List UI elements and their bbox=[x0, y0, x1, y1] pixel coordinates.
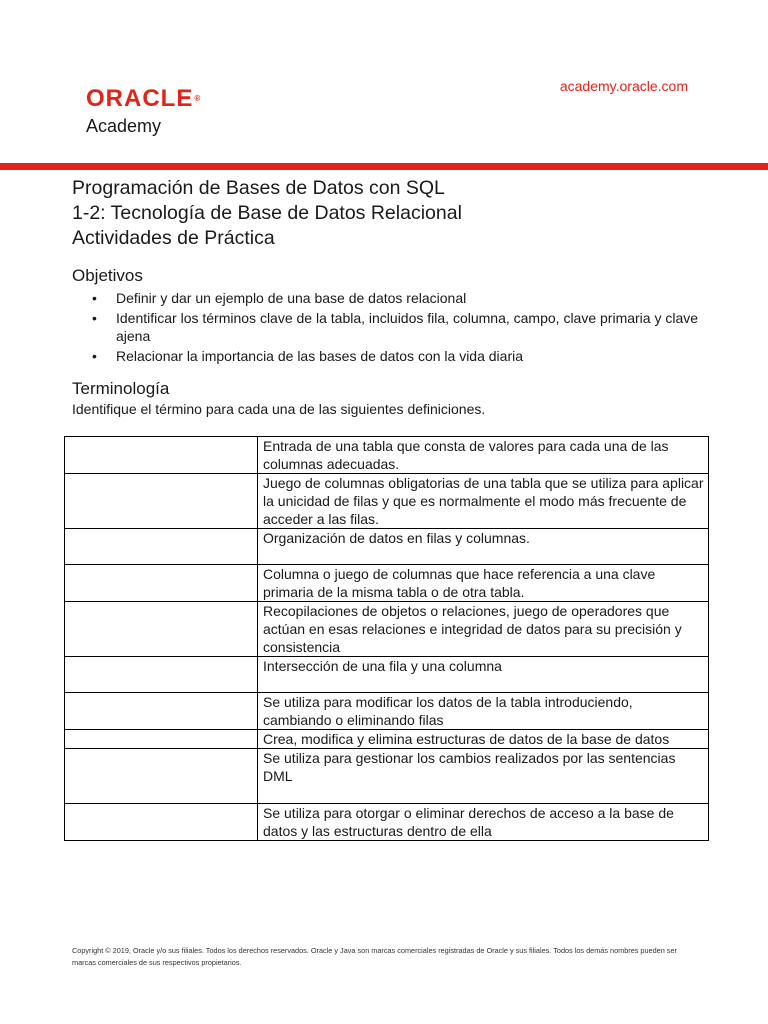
table-row bbox=[65, 730, 709, 749]
table-row bbox=[65, 602, 709, 657]
table-row bbox=[65, 657, 709, 693]
oracle-academy-logo bbox=[86, 87, 200, 136]
course-title: Programación de Bases de Datos con SQL bbox=[72, 177, 445, 199]
term-answer-cell[interactable] bbox=[65, 602, 258, 657]
table-row bbox=[65, 749, 709, 804]
copyright-footer: Copyright © 2019, Oracle y/o sus filiales. Todos los derechos reservados. Oracle y Java son marcas comerciales registradas de Oracle y sus filiales. Todos los demás nombres pueden ser marcas comerciales de sus respectivos propietarios. bbox=[72, 946, 677, 967]
objectives-heading: Objetivos bbox=[72, 266, 143, 285]
objectives-list bbox=[92, 289, 712, 367]
term-answer-cell[interactable] bbox=[65, 437, 258, 474]
definition-cell: Se utiliza para otorgar o eliminar derechos de acceso a la base de datos y las estructuras dentro de ella bbox=[258, 804, 709, 841]
terminology-table bbox=[64, 436, 709, 841]
definition-cell: Columna o juego de columnas que hace referencia a una clave primaria de la misma tabla o de otra tabla. bbox=[258, 565, 709, 602]
term-answer-cell[interactable] bbox=[65, 693, 258, 730]
definition-cell: Recopilaciones de objetos o relaciones, juego de operadores que actúan en esas relaciones e integridad de datos para su precisión y consistencia bbox=[258, 602, 709, 657]
table-row bbox=[65, 804, 709, 841]
term-answer-cell[interactable] bbox=[65, 474, 258, 529]
table-row bbox=[65, 529, 709, 565]
academy-label: Academy bbox=[86, 116, 162, 136]
list-item: • Relacionar la importancia de las bases de datos con la vida diaria bbox=[92, 347, 712, 365]
lesson-title: 1-2: Tecnología de Base de Datos Relacional bbox=[72, 202, 462, 224]
definition-cell: Se utiliza para gestionar los cambios realizados por las sentencias DML bbox=[258, 749, 709, 804]
terminology-heading: Terminología bbox=[72, 379, 170, 398]
header-divider bbox=[0, 163, 768, 170]
term-answer-cell[interactable] bbox=[65, 749, 258, 804]
definition-cell: Entrada de una tabla que consta de valores para cada una de las columnas adecuadas. bbox=[258, 437, 709, 474]
term-answer-cell[interactable] bbox=[65, 804, 258, 841]
definition-cell: Organización de datos en filas y columnas. bbox=[258, 529, 709, 565]
table-row bbox=[65, 693, 709, 730]
list-item: • Identificar los términos clave de la tabla, incluidos fila, columna, campo, clave primaria y clave ajena bbox=[92, 309, 712, 345]
academy-site-link[interactable]: academy.oracle.com bbox=[559, 78, 688, 94]
table-row bbox=[65, 474, 709, 529]
term-answer-cell[interactable] bbox=[65, 565, 258, 602]
definition-cell: Intersección de una fila y una columna bbox=[258, 657, 709, 693]
term-answer-cell[interactable] bbox=[65, 730, 258, 749]
definition-cell: Juego de columnas obligatorias de una tabla que se utiliza para aplicar la unicidad de filas y que es normalmente el modo más frecuente de acceder a las filas. bbox=[258, 474, 709, 529]
term-answer-cell[interactable] bbox=[65, 657, 258, 693]
term-answer-cell[interactable] bbox=[65, 529, 258, 565]
definition-cell: Se utiliza para modificar los datos de la tabla introduciendo, cambiando o eliminando filas bbox=[258, 693, 709, 730]
definition-cell: Crea, modifica y elimina estructuras de datos de la base de datos bbox=[258, 730, 709, 749]
table-row bbox=[65, 565, 709, 602]
oracle-logo-wordmark: ORACLE® bbox=[86, 85, 201, 112]
activity-title: Actividades de Práctica bbox=[72, 227, 275, 249]
terminology-instructions: Identifique el término para cada una de las siguientes definiciones. bbox=[72, 401, 486, 417]
list-item: • Definir y dar un ejemplo de una base de datos relacional bbox=[92, 289, 712, 307]
document-titles bbox=[72, 176, 462, 251]
table-row bbox=[65, 437, 709, 474]
